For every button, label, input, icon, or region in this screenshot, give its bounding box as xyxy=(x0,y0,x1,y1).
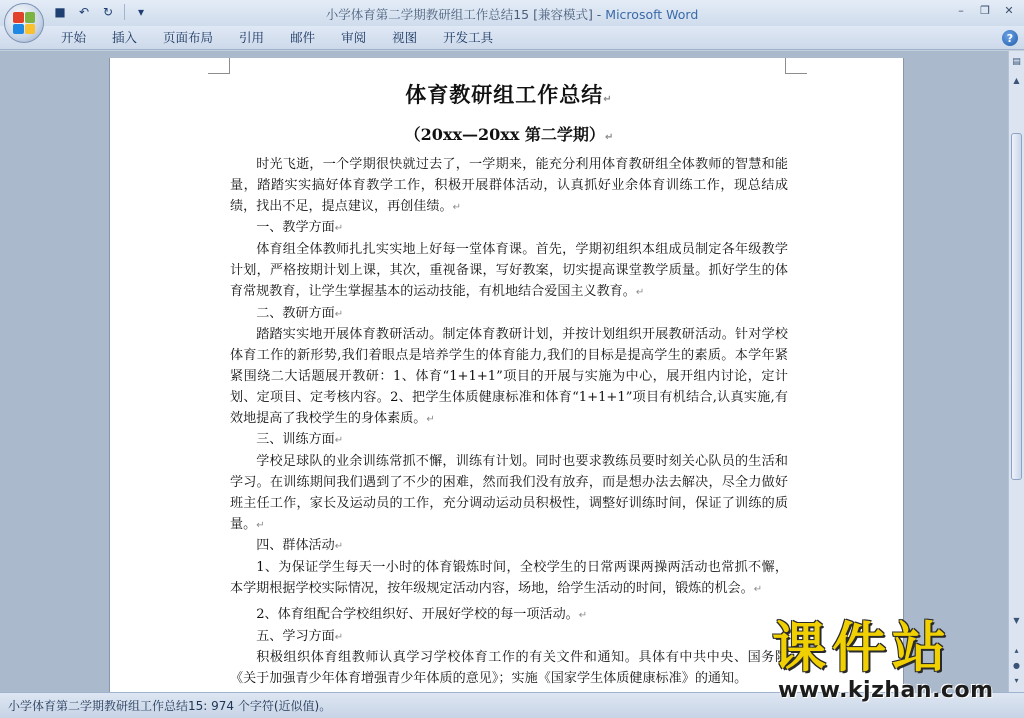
paragraph-mark: ↵ xyxy=(256,519,265,531)
redo-icon[interactable]: ↻ xyxy=(102,5,114,19)
paragraph-mark: ↵ xyxy=(334,541,344,553)
paragraph-text: 1、为保证学生每天一小时的体育锻炼时间，全校学生的日常两课两操两活动也常抓不懈，本学期根据学校实际情况，按年级规定活动内容，场地，给学生活动的时间，锻炼的机会。 xyxy=(230,560,788,596)
document-body[interactable] xyxy=(230,80,788,690)
restore-button[interactable]: ❐ xyxy=(980,3,990,17)
select-browse-object-icon[interactable]: ● xyxy=(1013,660,1020,670)
tab-mailings[interactable]: 邮件 xyxy=(290,30,316,45)
paragraph-mark: ↵ xyxy=(452,201,461,213)
heading-text: 五、学习方面 xyxy=(256,628,335,644)
scroll-down-icon[interactable]: ▼ xyxy=(1013,615,1020,625)
section-heading-study xyxy=(230,627,788,649)
vertical-scrollbar[interactable] xyxy=(1008,51,1024,692)
paragraph-mark: ↵ xyxy=(578,609,588,621)
watermark-url: www.kjzhan.com xyxy=(778,678,994,703)
watermark-brand: 课件站 xyxy=(772,616,952,679)
section-heading-teaching xyxy=(230,218,788,240)
paragraph-mark: ↵ xyxy=(334,435,344,447)
crop-mark-right xyxy=(785,58,807,74)
app-name: Microsoft Word xyxy=(605,7,699,22)
paragraph-text: 学校足球队的业余训练常抓不懈，训练有计划。同时也要求教练员要时刻关心队员的生活和学习。在训练期间我们遇到了不少的困难，然而我们没有放弃，而是想办法去解决，尽全力做好班主任工作，家长及运动员的工作，充分调动运动员积极性，调整好训练时间，保证了训练的质量。 xyxy=(230,454,788,532)
doc-subtitle-text: （20xx—20xx 第二学期） xyxy=(404,125,605,144)
paragraph-mark: ↵ xyxy=(753,583,763,595)
tab-view[interactable]: 视图 xyxy=(392,30,418,45)
paragraph-mark: ↵ xyxy=(334,223,344,235)
paragraph-text: 2、体育组配合学校组织好、开展好学校的每一项活动。 xyxy=(256,606,579,622)
paragraph-mark: ↵ xyxy=(603,94,613,105)
section-heading-research xyxy=(230,304,788,326)
section-heading-group-activity xyxy=(230,536,788,558)
paragraph-group-activity-2 xyxy=(230,605,788,627)
document-page[interactable] xyxy=(109,58,904,698)
paragraph-mark: ↵ xyxy=(635,286,645,298)
paragraph-training xyxy=(230,452,788,536)
paragraph-text: 踏踏实实地开展体育教研活动。制定体育教研计划，并按计划组织开展教研活动。针对学校体育工作的新形势,我们着眼点是培养学生的体育能力,我们的目标是提高学生的素质。本学年紧紧围绕二大话题展开教研：1、体育“1+1+1”项目的开展与实施为中心，展开组内讨论，定计划、定项目、定考核内容。2、把学生体质健康标准和体育“1+1+1”项目有机结合,认真实施,有效地提高了我校学生的身体素质。 xyxy=(230,327,788,426)
title-bar xyxy=(0,0,1024,26)
tab-page-layout[interactable]: 页面布局 xyxy=(163,30,214,45)
doc-title-text: 体育教研组工作总结 xyxy=(405,82,604,107)
heading-text: 三、训练方面 xyxy=(256,432,335,448)
doc-title xyxy=(230,80,788,115)
title-separator: - xyxy=(592,7,606,22)
paragraph-study xyxy=(230,648,788,690)
ribbon-tab-bar xyxy=(0,26,1024,50)
tab-review[interactable]: 审阅 xyxy=(341,30,367,45)
paragraph-text: 体育组全体教师扎扎实实地上好每一堂体育课。首先，学期初组织本组成员制定各年级教学计划，严格按期计划上课，其次，重视备课，写好教案，切实提高课堂教学质量。抓好学生的体育常规教育，让学生掌握基本的运动技能，有机地结合爱国主义教育。 xyxy=(230,242,788,299)
paragraph-teaching xyxy=(230,240,788,303)
paragraph-mark: ↵ xyxy=(604,132,614,143)
customize-qat-icon[interactable]: ▾ xyxy=(137,5,145,19)
heading-text: 二、教研方面 xyxy=(256,305,335,321)
heading-text: 四、群体活动 xyxy=(256,538,335,554)
paragraph-intro xyxy=(230,155,788,218)
paragraph-mark: ↵ xyxy=(334,308,344,320)
scrollbar-thumb[interactable] xyxy=(1011,133,1022,480)
paragraph-text: 积极组织体育组教师认真学习学校体育工作的有关文件和通知。具体有中共中央、国务院《关于加强青少年体育增强青少年体质的意见》；实施《国家学生体质健康标准》的通知。 xyxy=(230,650,788,687)
ruler-toggle-icon[interactable]: ▤ xyxy=(1012,57,1021,67)
crop-mark-left xyxy=(208,58,230,74)
document-name: 小学体育第二学期教研组工作总结15 [兼容模式] xyxy=(325,7,593,22)
paragraph-group-activity-1 xyxy=(230,558,788,601)
office-logo-icon xyxy=(13,12,35,34)
paragraph-mark: ↵ xyxy=(334,631,344,643)
status-text: 小学体育第二学期教研组工作总结15: 974 个字符(近似值)。 xyxy=(8,699,332,713)
next-page-icon[interactable]: ▾ xyxy=(1014,675,1019,685)
window-controls xyxy=(950,2,1020,18)
doc-subtitle xyxy=(230,123,788,150)
tab-developer[interactable]: 开发工具 xyxy=(443,30,494,45)
save-icon[interactable]: ■ xyxy=(54,5,66,19)
undo-icon[interactable]: ↶ xyxy=(78,5,90,19)
minimize-button[interactable]: – xyxy=(958,3,964,17)
window-title xyxy=(0,5,1024,23)
scroll-up-icon[interactable]: ▲ xyxy=(1013,75,1020,85)
watermark-logo xyxy=(772,618,1012,710)
tab-insert[interactable]: 插入 xyxy=(112,30,138,45)
ribbon-tabs xyxy=(48,30,506,46)
office-button[interactable] xyxy=(4,3,44,43)
paragraph-text: 时光飞逝，一个学期很快就过去了，一学期来，能充分利用体育教研组全体教师的智慧和能量，踏踏实实搞好体育教学工作，积极开展群体活动，认真抓好业余体育训练工作，现总结成绩，找出不足，提点建议，再创佳绩。 xyxy=(230,157,788,214)
paragraph-mark: ↵ xyxy=(426,413,435,425)
previous-page-icon[interactable]: ▴ xyxy=(1014,645,1019,655)
help-icon[interactable]: ? xyxy=(1002,30,1018,46)
section-heading-training xyxy=(230,430,788,452)
close-button[interactable]: ✕ xyxy=(1004,3,1014,17)
paragraph-research xyxy=(230,325,788,430)
tab-references[interactable]: 引用 xyxy=(239,30,265,45)
heading-text: 一、教学方面 xyxy=(256,220,335,236)
tab-home[interactable]: 开始 xyxy=(61,30,87,45)
